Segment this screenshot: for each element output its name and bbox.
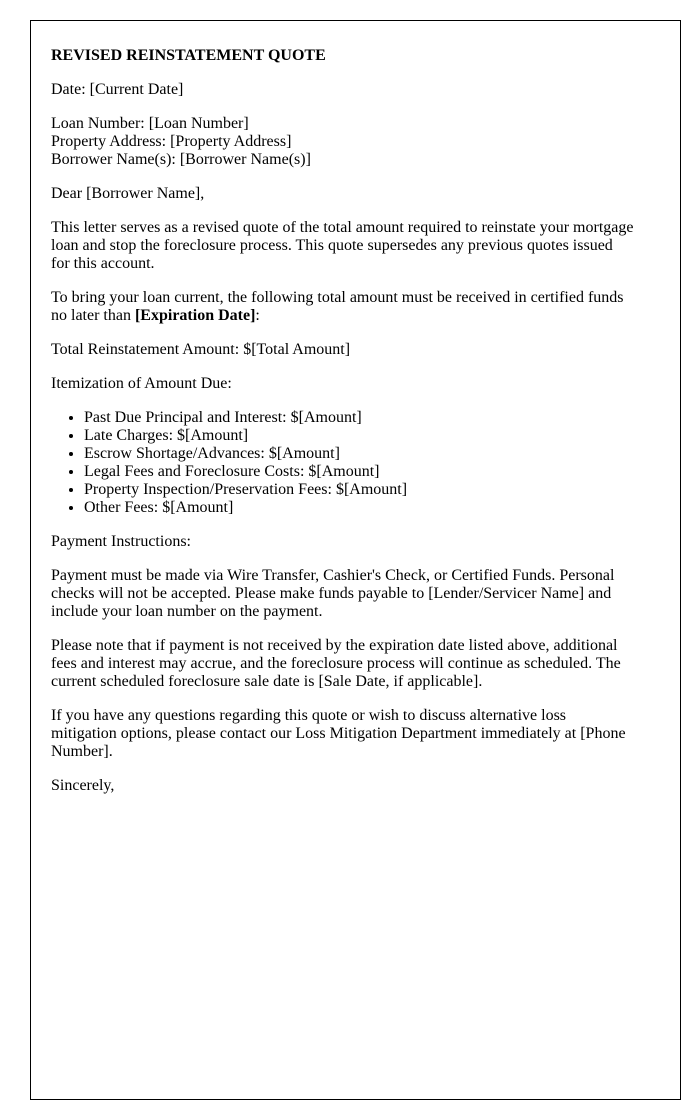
property-address-line: Property Address: [Property Address] xyxy=(51,133,292,150)
expiration-date: [Expiration Date] xyxy=(134,307,256,324)
paragraph-intro: This letter serves as a revised quote of the total amount required to reinstate your mortgage loan and stop the foreclosure process. This quote supersedes any previous quotes issued for this account. xyxy=(51,219,634,272)
closing: Sincerely, xyxy=(51,777,115,794)
paragraph-questions: If you have any questions regarding this quote or wish to discuss alternative loss mitigation options, please contact our Loss Mitigation Department immediately at [Phone Number]. xyxy=(51,707,626,760)
bring-current-text: To bring your loan current, the following total amount must be received in certified funds no later than xyxy=(51,289,624,324)
date-line: Date: [Current Date] xyxy=(51,81,184,98)
itemization-list xyxy=(51,409,635,517)
itemization-heading: Itemization of Amount Due: xyxy=(51,375,232,392)
bring-current-colon: : xyxy=(255,307,260,324)
list-item: • Past Due Principal and Interest: $[Amount] xyxy=(84,409,635,427)
letter-title: REVISED REINSTATEMENT QUOTE xyxy=(51,47,326,64)
paragraph-bring-current xyxy=(51,289,635,325)
loan-info-block xyxy=(51,115,635,169)
payment-instructions-heading: Payment Instructions: xyxy=(51,533,191,550)
letter-page xyxy=(30,20,681,1100)
list-item: • Legal Fees and Foreclosure Costs: $[Amount] xyxy=(84,463,635,481)
total-reinstatement-amount-line: Total Reinstatement Amount: $[Total Amount] xyxy=(51,341,351,358)
list-item: • Property Inspection/Preservation Fees: $[Amount] xyxy=(84,481,635,499)
salutation: Dear [Borrower Name], xyxy=(51,185,205,202)
list-item: • Late Charges: $[Amount] xyxy=(84,427,635,445)
paragraph-payment: Payment must be made via Wire Transfer, Cashier's Check, or Certified Funds. Personal checks will not be accepted. Please make funds payable to [Lender/Servicer Name] and include your loan number on the payment. xyxy=(51,567,615,620)
list-item: • Escrow Shortage/Advances: $[Amount] xyxy=(84,445,635,463)
list-item: • Other Fees: $[Amount] xyxy=(84,499,635,517)
loan-number-line: Loan Number: [Loan Number] xyxy=(51,115,249,132)
paragraph-note: Please note that if payment is not received by the expiration date listed above, additional fees and interest may accrue, and the foreclosure process will continue as scheduled. The current scheduled foreclosure sale date is [Sale Date, if applicable]. xyxy=(51,637,621,690)
borrower-names-line: Borrower Name(s): [Borrower Name(s)] xyxy=(51,151,311,168)
